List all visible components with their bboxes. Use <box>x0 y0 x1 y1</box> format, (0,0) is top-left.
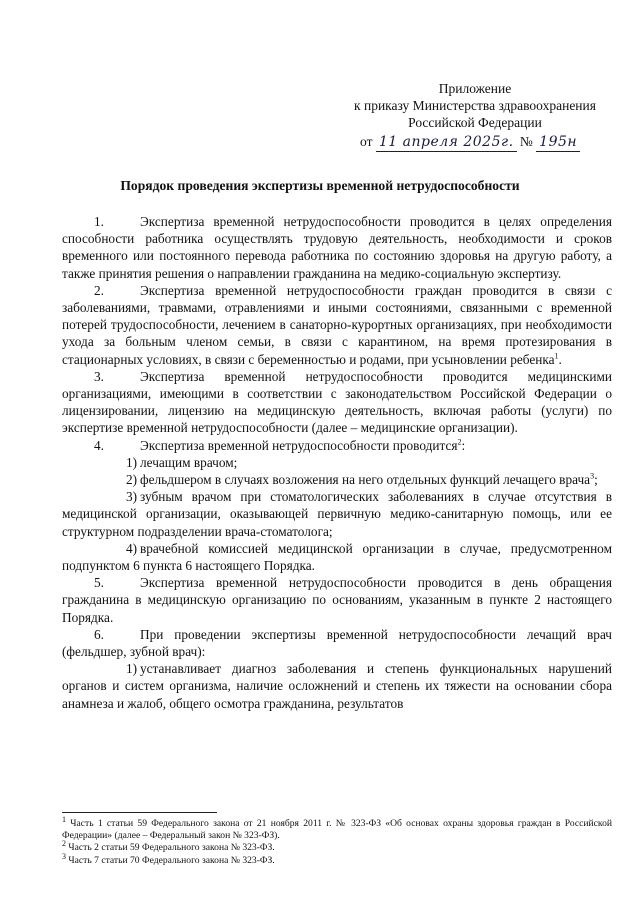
paragraph-6: 6. При проведении экспертизы временной нетрудоспособности лечащий врач (фельдшер, зубной врач): <box>62 626 612 660</box>
footnote-2: $^2$ Часть 2 статьи 59 Федерального закона № 323-ФЗ. <box>62 839 275 854</box>
appendix-label: Приложение <box>438 81 512 96</box>
footnotes <box>62 814 612 867</box>
paragraph-4: 4. Экспертиза временной нетрудоспособности проводится$^2$: <box>94 437 466 453</box>
handwritten-order-number: 195н <box>536 134 580 152</box>
paragraph-5: 5. Экспертиза временной нетрудоспособности проводится в день обращения гражданина в медицинскую организацию по основаниям, указанным в пункте 2 настоящего Порядка. <box>62 575 612 625</box>
subitem-4-1: 1) лечащим врачом; <box>126 454 238 470</box>
subitem-4-4: 4) врачебной комиссией медицинской организации в случае, предусмотренном подпунктом 6 пункта 6 настоящего Порядка. <box>62 540 612 574</box>
subitem-6-1: 1) устанавливает диагноз заболевания и степень функциональных нарушений органов и систем организма, наличие осложнений и степень их тяжести на основании сбора анамнеза и жалоб, общего осмотра гражданина, результатов <box>62 661 612 711</box>
footnote-3: $^3$ Часть 7 статьи 70 Федерального закона № 323-ФЗ. <box>62 851 275 866</box>
subitem-4-2: 2) фельдшером в случаях возложения на него отдельных функций лечащего врача$^3$; <box>126 471 598 488</box>
handwritten-date: 11 апреля 2025г. <box>376 134 517 152</box>
paragraph-1: 1. Экспертиза временной нетрудоспособности проводится в целях определения способности работника осуществлять трудовую деятельность, необходимости и сроков временного или постоянного перевода работника по состоянию здоровья на другую работу, а также принятия решения о направлении гражданина на медико-социальную экспертизу. <box>62 214 612 281</box>
from-label: от <box>360 134 373 149</box>
order-ministry-line: к приказу Министерства здравоохранения <box>354 98 596 113</box>
subitem-4-3: 3) зубным врачом при стоматологических заболеваниях в случае отсутствия в медицинской организации, оказывающей первичную медико-санитарную помощь, или ее структурном подразделении врача-стоматолога; <box>62 489 612 539</box>
appendix-header <box>330 80 620 155</box>
number-label: № <box>519 134 533 149</box>
footnote-1: $^1$ Часть 1 статьи 59 Федерального закона от 21 ноября 2011 г. № 323-ФЗ «Об основах охраны здоровья граждан в Российской Федерации» (далее – Федеральный закон № 323-ФЗ). <box>62 814 612 842</box>
order-date-line <box>330 133 620 155</box>
document-body <box>62 213 612 712</box>
footnote-ref-3: 3 <box>590 471 595 481</box>
footnote-ref-1: 1 <box>554 351 559 361</box>
country-line: Российской Федерации <box>408 115 542 130</box>
document-title: Порядок проведения экспертизы временной нетрудоспособности <box>120 178 520 193</box>
paragraph-3: 3. Экспертиза временной нетрудоспособности проводится медицинскими организациями, имеющими в соответствии с законодательством Российской Федерации о лицензировании, лицензию на медицинскую деятельность, включая работы (услуги) по экспертизе временной нетрудоспособности (далее – медицинские организации). <box>62 368 612 436</box>
footnote-ref-2: 2 <box>457 437 462 447</box>
footnote-separator <box>62 812 217 813</box>
paragraph-2: 2. Экспертиза временной нетрудоспособности граждан проводится в связи с заболеваниями, травмами, отравлениями и иными состояниями, связанными с временной потерей трудоспособности, лечением в санаторно-курортных организациях, при необходимости ухода за больным членом семьи, в связи с карантином, на время протезирования в стационарных условиях, в связи с беременностью и родами, при усыновлении ребенка$^1$. <box>62 282 612 367</box>
